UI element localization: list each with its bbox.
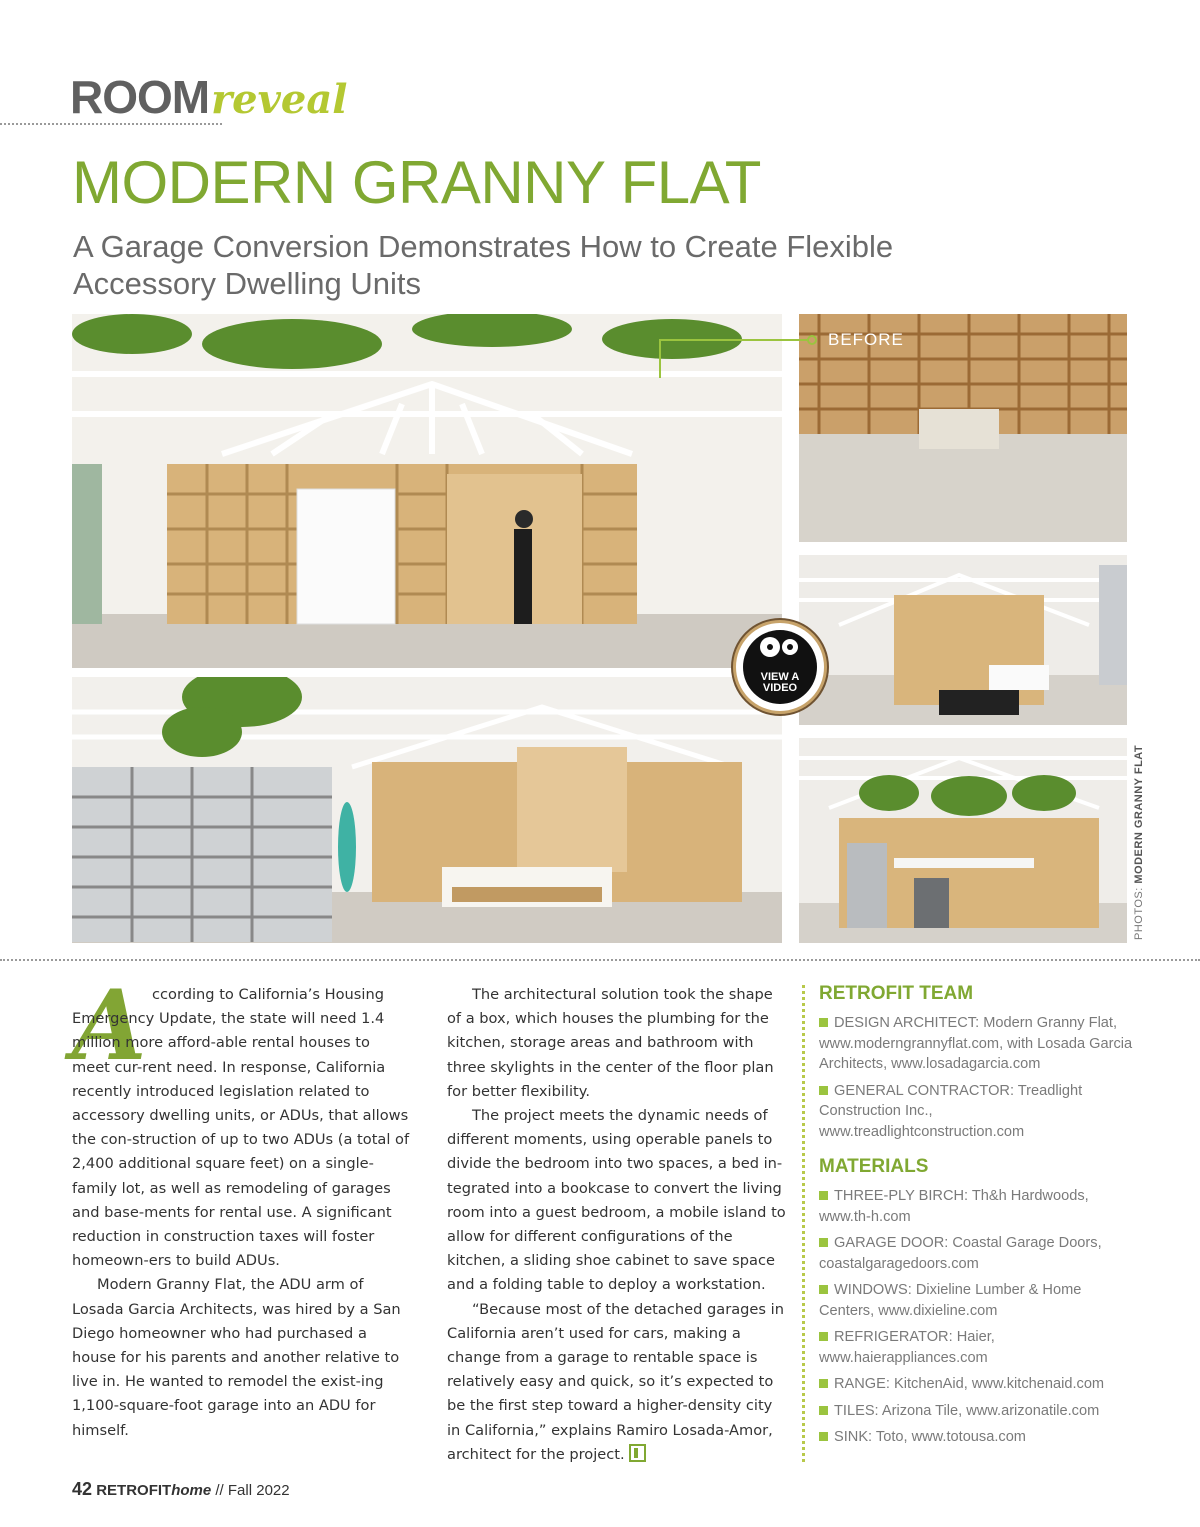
body-paragraph-2: Modern Granny Flat, the ADU arm of Losada Garcia Architects, was hired by a San Diego homeowner who had purchased a house for his parents and another relative to live in. He wanted to remodel the exist-ing 1,100-square-foot garage into an ADU for himself. [72, 1276, 401, 1439]
sidebar-heading-materials: MATERIALS [819, 1156, 929, 1177]
photo-living-area [799, 555, 1127, 725]
photo-murphy-bed [72, 677, 782, 943]
section-reveal: reveal [211, 76, 348, 123]
before-callout-line [658, 330, 818, 380]
header-rule [0, 123, 222, 125]
sidebar-team-item: DESIGN ARCHITECT: Modern Granny Flat, www.moderngrannyflat.com, with Losada Garcia Architects, www.losadagarcia.com [819, 1015, 1133, 1072]
photo-kitchen [799, 738, 1127, 943]
section-room: ROOM [70, 71, 210, 123]
drop-cap: A [72, 969, 147, 1082]
view-video-label: VIEW A VIDEO [760, 671, 800, 694]
article-subtitle: A Garage Conversion Demonstrates How to Create Flexible Accessory Dwelling Units [73, 229, 894, 301]
sidebar-material-item: TILES: Arizona Tile, www.arizonatile.com [819, 1401, 1139, 1422]
sidebar-material-item: SINK: Toto, www.totousa.com [819, 1427, 1139, 1448]
bullet-square-icon [819, 1191, 828, 1200]
sidebar-rule [802, 985, 805, 1462]
end-mark-icon [629, 1444, 646, 1462]
body-column-1 [72, 983, 412, 1443]
sidebar-material-item: RANGE: KitchenAid, www.kitchenaid.com [819, 1374, 1139, 1395]
section-label [70, 70, 348, 123]
sidebar-material-item: WINDOWS: Dixieline Lumber & Home Centers, www.dixieline.com [819, 1282, 1082, 1319]
film-camera-icon [743, 630, 817, 704]
photo-credit-prefix: PHOTOS: [1133, 887, 1145, 940]
sidebar-team-item: GENERAL CONTRACTOR: Treadlight Construction Inc., www.treadlightconstruction.com [819, 1082, 1083, 1140]
before-label: BEFORE [828, 330, 904, 349]
body-paragraph-3: The architectural solution took the shape of a box, which houses the plumbing for the kitchen, storage areas and bathroom with three skylights in the center of the floor plan for better flexibility. [447, 986, 774, 1100]
bullet-square-icon [819, 1086, 828, 1095]
body-paragraph-1: ccording to California’s Housing Emergency Update, the state will need 1.4 million more afford-able rental houses to meet cur-rent need. In response, California recently introduced legislation related to accessory dwelling units, or ADUs, that allows the con-struction of up to two ADUs (a total of 2,400 additional square feet) on a single-family lot, as well as remodeling of garages and base-ments for rental use. A significant reduction in construction taxes will foster homeown-ers to build ADUs. [72, 986, 410, 1270]
photo-credit [1133, 745, 1145, 940]
issue-date: // Fall 2022 [215, 1482, 290, 1499]
photo-credit-name: MODERN GRANNY FLAT [1133, 744, 1145, 884]
sidebar [819, 983, 1139, 1454]
bullet-square-icon [819, 1238, 828, 1247]
sidebar-material-item: GARAGE DOOR: Coastal Garage Doors, coastalgaragedoors.com [819, 1235, 1102, 1272]
view-video-button[interactable] [733, 620, 827, 714]
sidebar-heading-team: RETROFIT TEAM [819, 983, 974, 1004]
bullet-square-icon [819, 1432, 828, 1441]
body-column-2 [447, 983, 787, 1467]
sidebar-material-item: REFRIGERATOR: Haier, www.haierappliances.com [819, 1329, 995, 1366]
body-paragraph-4: The project meets the dynamic needs of different moments, using operable panels to divide the bedroom into two spaces, a bed in-tegrated into a bookcase to convert the living room into a guest bedroom, a mobile island to allow for different configurations of the kitchen, a sliding shoe cabinet to save space and a folding table to deploy a workstation. [447, 1107, 786, 1294]
bullet-square-icon [819, 1406, 828, 1415]
section-divider [0, 959, 1200, 961]
bullet-square-icon [819, 1018, 828, 1027]
sidebar-material-item: THREE-PLY BIRCH: Th&h Hardwoods, www.th-h.com [819, 1188, 1089, 1225]
page-number: 42 [72, 1479, 93, 1499]
bullet-square-icon [819, 1332, 828, 1341]
folio [72, 1479, 290, 1500]
body-paragraph-5: “Because most of the detached garages in California aren’t used for cars, making a change from a garage to rentable space is relatively easy and quick, so it’s expected to be the first step toward a higher-density city in California,” explains Ramiro Losada-Amor, architect for the project. [447, 1300, 784, 1463]
article-title: MODERN GRANNY FLAT [72, 149, 761, 216]
bullet-square-icon [819, 1285, 828, 1294]
magazine-name: RETROFIThome [96, 1482, 212, 1499]
bullet-square-icon [819, 1379, 828, 1388]
